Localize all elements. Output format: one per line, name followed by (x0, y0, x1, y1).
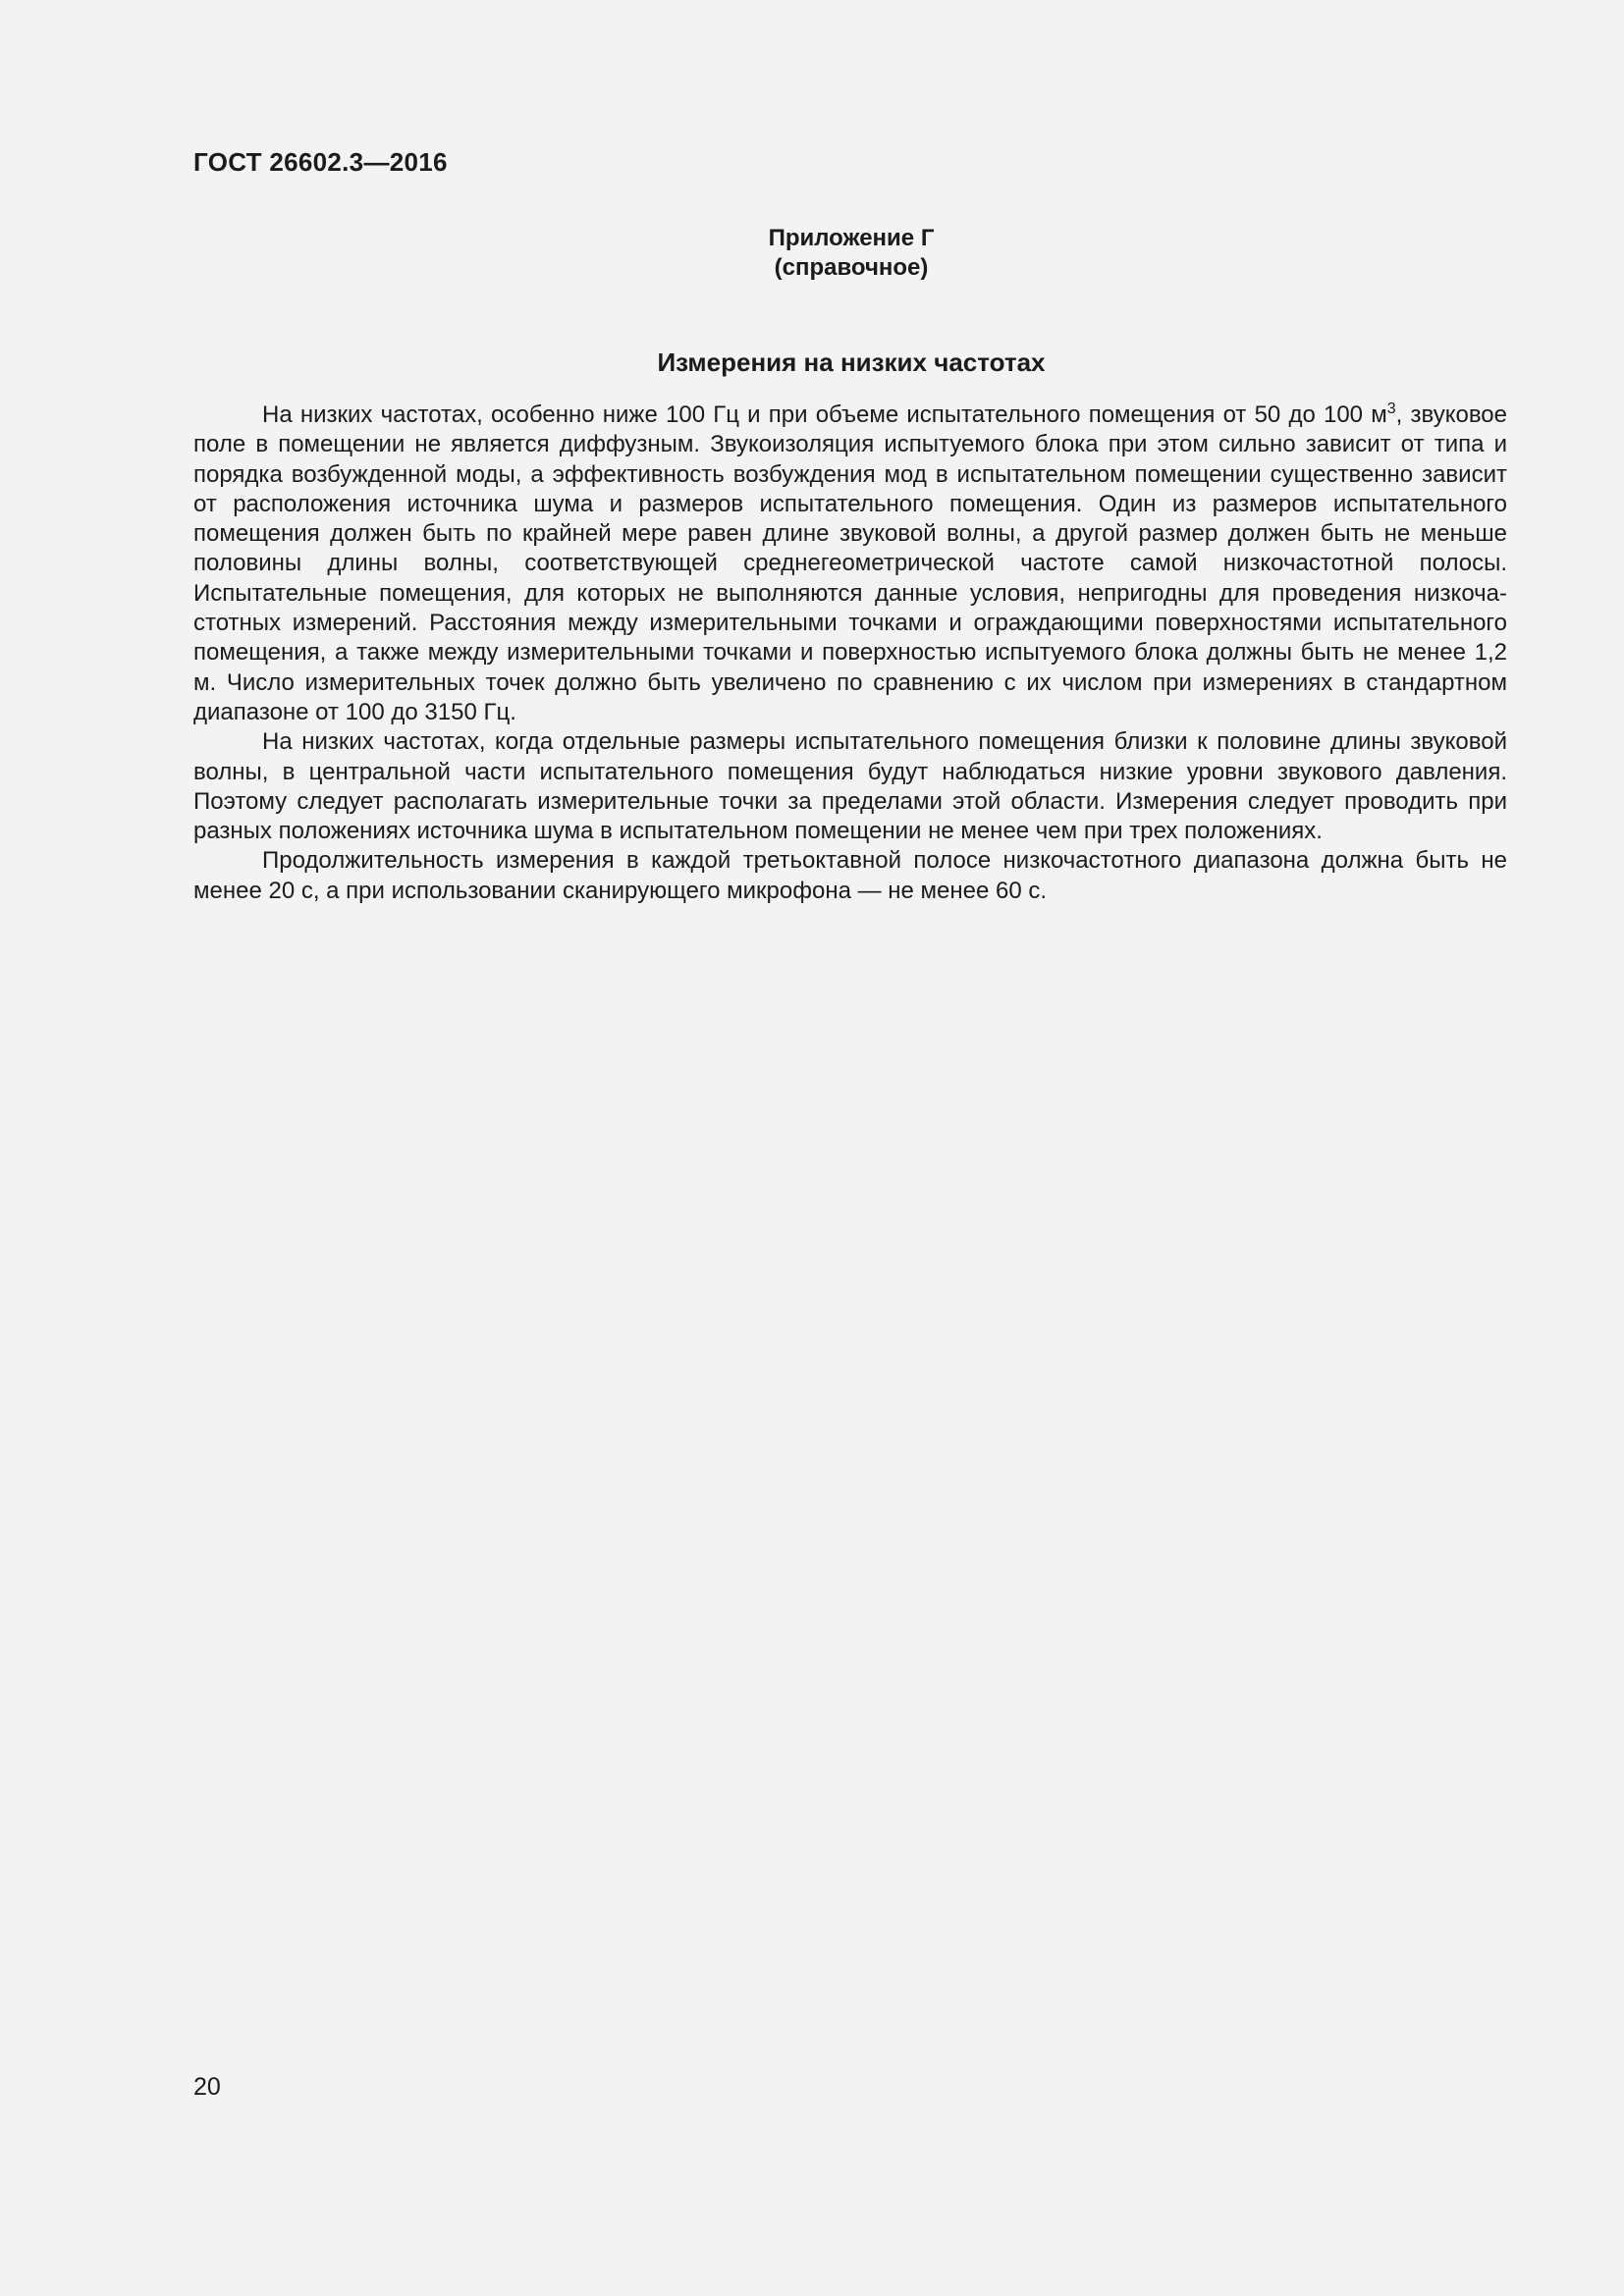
paragraph-1 (193, 400, 1507, 727)
paragraph-3: Продолжительность измерения в каждой третьоктавной полосе низкочастотного диапазона должна быть не менее 20 с, а при использовании сканирующего микрофона — не менее 60 с. (193, 847, 1507, 904)
page-number: 20 (193, 2073, 221, 2101)
appendix-type: (справочное) (774, 254, 929, 281)
body-text (193, 400, 1507, 906)
section-title: Измерения на низких частотах (657, 347, 1046, 377)
paragraph-1-text-start: На низких частотах, особенно ниже 100 Гц и при объеме испытательного помещения от 50 до 100 м (262, 401, 1387, 428)
appendix-heading (193, 224, 1509, 283)
unit-exponent: 3 (1386, 400, 1396, 417)
appendix-title: Приложение Г (768, 225, 935, 251)
paragraph-1-text-end: , звуковое поле в помещении не является диффузным. Звукоизоляция испытуемого блока при этом сильно зависит от типа и порядка возбужденной моды, а эффективность возбуждения мод в испытательном помещении существенно зависит от расположения источника шума и размеров испытательного помещения. Один из размеров испытательного помещения должен быть по крайней мере равен длине звуковой волны, а другой размер должен быть не меньше половины длины волны, соответствующей среднегеометрической частоте самой низкочастотной полосы. Испытательные помещения, для которых не выполняются данные условия, непригодны для проведения низкочастотных измерений. Расстояния между измерительными точками и ограждающими поверхностями испытательного помещения, а также между измерительными точками и поверхностью испытуемого блока должны быть не менее 1,2 м. Число измерительных точек должно быть увеличено по сравнению с их числом при измерениях в стандартном диапазоне от 100 до 3150 Гц. (193, 401, 1507, 725)
document-code: ГОСТ 26602.3—2016 (193, 147, 448, 177)
paragraph-2: На низких частотах, когда отдельные размеры испытательного помещения близки к половине длины звуковой волны, в центральной части испытательного помещения будут наблюдаться низкие уровни звукового давления. Поэтому следует располагать измерительные точки за пределами этой области. Измерения следует проводить при разных положениях источника шума в испытательном помещении не менее чем при трех положениях. (193, 728, 1507, 845)
